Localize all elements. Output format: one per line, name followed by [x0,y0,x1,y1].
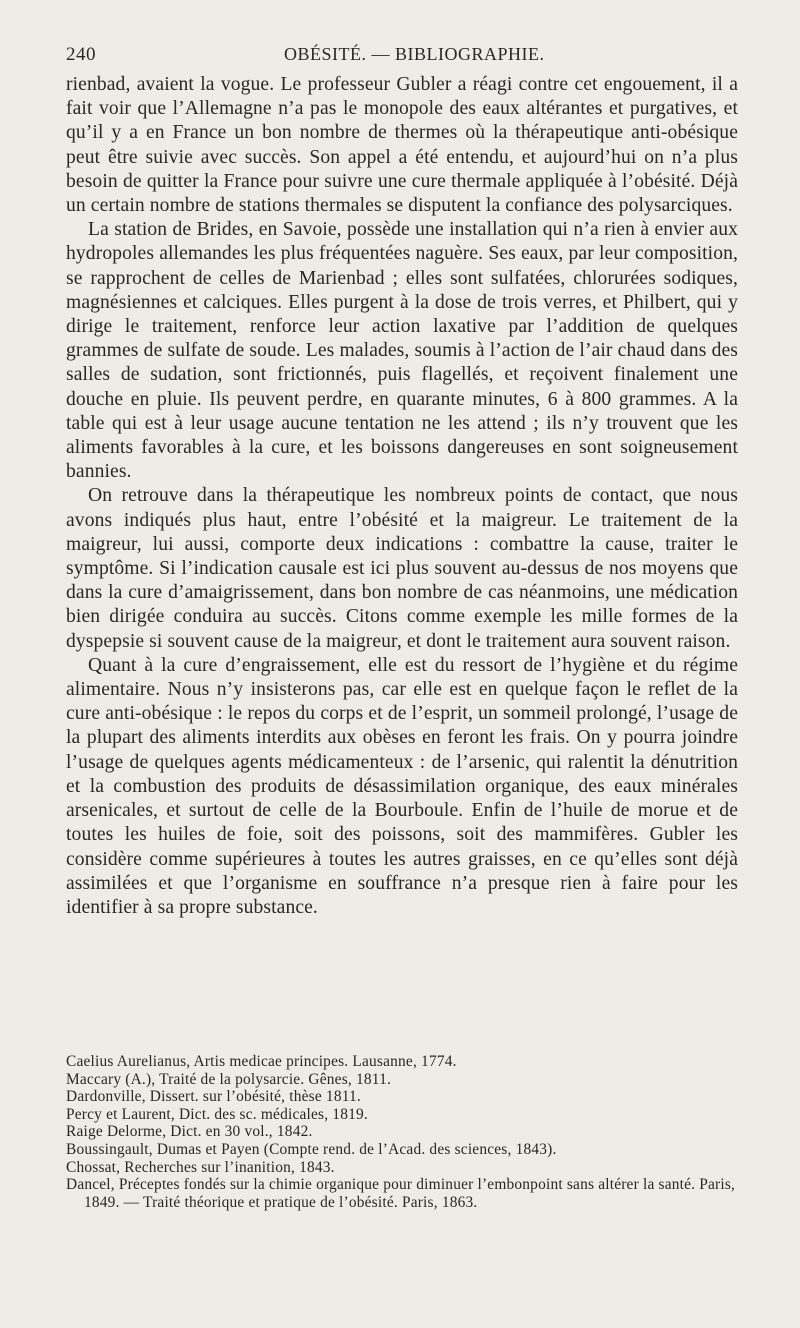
paragraph-continuation: rienbad, avaient la vogue. Le professeur Gubler a réagi contre cet engouement, il a fait voir que l’Allemagne n’a pas le monopole des eaux altérantes et purgatives, et qu’il y a en France un bon nombre de thermes où la thérapeutique anti-obésique peut être suivie avec succès. Son appel a été entendu, et aujourd’hui on n’a plus besoin de quitter la France pour suivre une cure thermale appliquée à l’obésité. Déjà un certain nombre de stations thermales se disputent la confiance des polysarciques. [66,74,738,217]
reference-item: Maccary (A.), Traité de la polysarcie. Gênes, 1811. [66,1070,392,1088]
paragraph-engraissement: Quant à la cure d’engraissement, elle est du ressort de l’hygiène et du régime alimentaire. Nous n’y insisterons pas, car elle est en quelque façon le reflet de la cure anti-obésique : le repos du corps et de l’esprit, un sommeil prolongé, l’usage de la plupart des aliments interdits aux obèses en feront les frais. On y pourra joindre l’usage de quelques agents médicamenteux : de l’arsenic, qui ralentit la dénutrition et la combustion des produits de désassimilation organique, des eaux minérales arsenicales, et surtout de celle de la Bourboule. Enfin de l’huile de morue et de toutes les huiles de foie, soit des poissons, soit des mammifères. Gubler les considère comme supérieures à toutes les autres graisses, en ce qu’elles sont déjà assimilées et que l’organisme en souffrance n’a presque rien à faire pour les identifier à sa propre substance. [66,654,738,918]
running-title: OBÉSITÉ. — BIBLIOGRAPHIE. [284,44,545,64]
page-number: 240 [66,44,96,65]
reference-item: Percy et Laurent, Dict. des sc. médicales, 1819. [66,1105,368,1123]
running-header [66,44,736,70]
body-text [66,73,738,920]
reference-item: Chossat, Recherches sur l’inanition, 1843. [66,1158,335,1176]
bibliography [66,1053,746,1211]
reference-item: Dancel, Préceptes fondés sur la chimie organique pour diminuer l’embonpoint sans altérer la santé. Paris, 1849. — Traité théorique et pratique de l’obésité. Paris, 1863. [66,1176,736,1211]
reference-item: Dardonville, Dissert. sur l’obésité, thèse 1811. [66,1088,361,1106]
reference-item: Boussingault, Dumas et Payen (Compte rend. de l’Acad. des sciences, 1843). [66,1140,557,1158]
paragraph-maigreur: On retrouve dans la thérapeutique les nombreux points de contact, que nous avons indiqués plus haut, entre l’obésité et la maigreur. Le traitement de la maigreur, lui aussi, comporte deux indications : combattre la cause, traiter le symptôme. Si l’indication causale est ici plus souvent au-dessus de nos moyens que dans la cure d’amaigrissement, dans bon nombre de cas néanmoins, une médication bien dirigée conduira au succès. Citons comme exemple les mille formes de la dyspepsie si souvent cause de la maigreur, et dont le traitement aura souvent raison. [66,485,738,652]
paragraph-brides: La station de Brides, en Savoie, possède une installation qui n’a rien à envier aux hydropoles allemandes les plus fréquentées naguère. Ses eaux, par leur composition, se rapprochent de celles de Marienbad ; elles sont sulfatées, chlorurées sodiques, magnésiennes et calciques. Elles purgent à la dose de trois verres, et Philbert, qui y dirige le traitement, renforce leur action laxative par l’addition de quelques grammes de sulfate de soude. Les malades, soumis à l’action de l’air chaud dans des salles de sudation, sont frictionnés, puis flagellés, et reçoivent finalement une douche en pluie. Ils peuvent perdre, en quarante minutes, 6 à 800 grammes. A la table qui est à leur usage aucune tentation ne les attend ; ils n’y trouvent que les aliments favorables à la cure, et les boissons dangereuses en sont soigneusement bannies. [66,219,738,483]
reference-item: Raige Delorme, Dict. en 30 vol., 1842. [66,1123,313,1141]
reference-item: Caelius Aurelianus, Artis medicae principes. Lausanne, 1774. [66,1053,457,1070]
